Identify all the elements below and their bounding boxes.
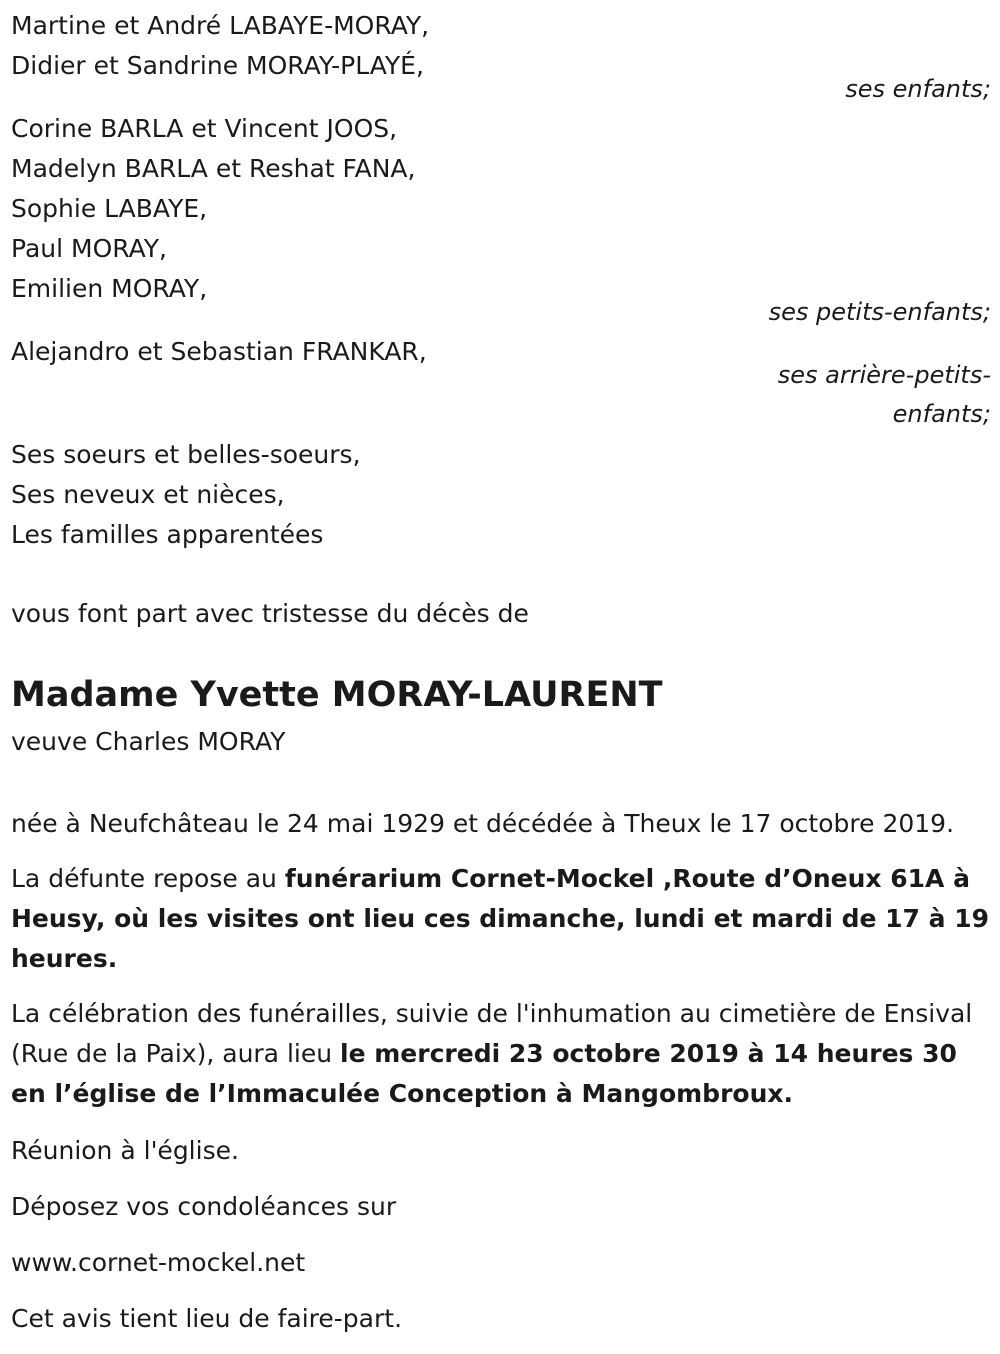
wake-paragraph xyxy=(11,859,993,979)
funeral-details: le mercredi 23 octobre 2019 à 14 heures 30 en l’église de l’Immaculée Conception à Mangombroux. xyxy=(11,1039,957,1108)
grandchild-line: Corine BARLA et Vincent JOOS, xyxy=(11,114,398,143)
funeral-intro: La célébration des funérailles, suivie de l'inhumation au cimetière de Ensival (Rue de la Paix), aura lieu xyxy=(11,999,973,1068)
child-line: Didier et Sandrine MORAY-PLAYÉ, xyxy=(11,51,424,80)
wake-intro: La défunte repose au xyxy=(11,864,285,893)
birth-death-text: née à Neufchâteau le 24 mai 1929 et décédée à Theux le 17 octobre 2019. xyxy=(11,809,955,838)
grandchild-line: Sophie LABAYE, xyxy=(11,194,208,223)
role-grandchildren: ses petits-enfants; xyxy=(768,298,991,326)
widow-of: veuve Charles MORAY xyxy=(11,727,286,756)
grandchild-line: Paul MORAY, xyxy=(11,234,167,263)
role-great-grandchildren-2: enfants; xyxy=(892,400,991,428)
child-line: Martine et André LABAYE-MORAY, xyxy=(11,11,430,40)
role-great-grandchildren-1: ses arrière-petits- xyxy=(777,361,991,389)
relatives-line: Ses neveux et nièces, xyxy=(11,480,285,509)
deceased-name: Madame Yvette MORAY-LAURENT xyxy=(11,675,663,715)
grandchild-line: Emilien MORAY, xyxy=(11,274,208,303)
relatives-line: Ses soeurs et belles-soeurs, xyxy=(11,440,361,469)
grandchild-line: Madelyn BARLA et Reshat FANA, xyxy=(11,154,416,183)
relatives-line: Les familles apparentées xyxy=(11,520,324,549)
closing-text: Cet avis tient lieu de faire-part. xyxy=(11,1304,403,1333)
website-link[interactable]: www.cornet-mockel.net xyxy=(11,1248,306,1277)
meeting-text: Réunion à l'église. xyxy=(11,1136,239,1165)
great-grandchild-line: Alejandro et Sebastian FRANKAR, xyxy=(11,337,427,366)
funeral-paragraph xyxy=(11,994,993,1114)
wake-details: funérarium Cornet-Mockel ,Route d’Oneux 61A à Heusy, où les visites ont lieu ces dimanche, lundi et mardi de 17 à 19 heures. xyxy=(11,864,990,973)
role-children: ses enfants; xyxy=(845,75,991,103)
condolences-text: Déposez vos condoléances sur xyxy=(11,1192,397,1221)
announcement-text: vous font part avec tristesse du décès de xyxy=(11,599,529,628)
